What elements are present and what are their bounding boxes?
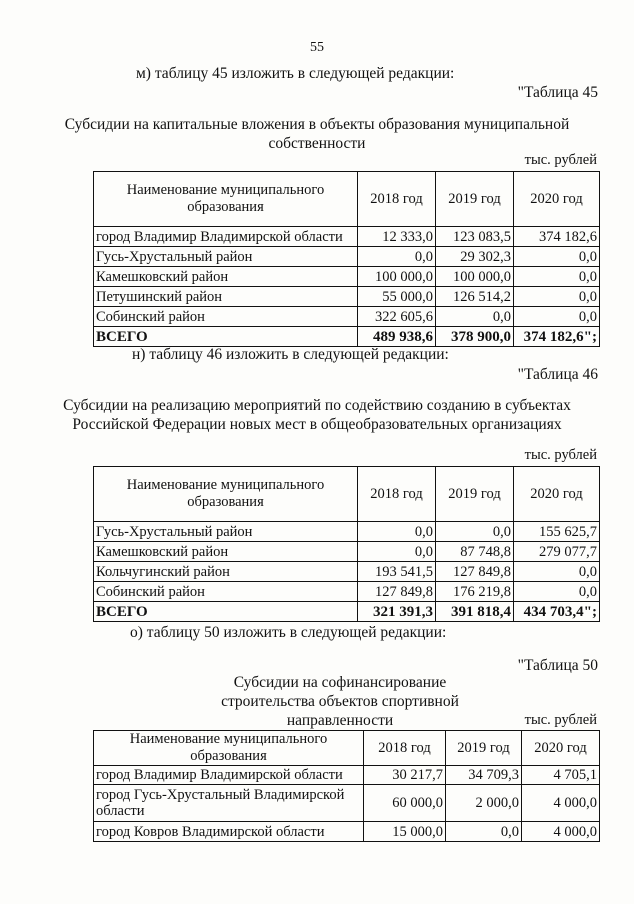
header-name: Наименование муниципального образования bbox=[94, 731, 364, 766]
row-name: Камешковский район bbox=[94, 542, 358, 562]
table-row bbox=[94, 307, 600, 327]
row-name: Кольчугинский район bbox=[94, 562, 358, 582]
table-row bbox=[94, 785, 600, 822]
value-2020: 0,0 bbox=[514, 287, 600, 307]
table-row bbox=[94, 267, 600, 287]
value-2020: 0,0 bbox=[514, 582, 600, 602]
value-2019: 176 219,8 bbox=[436, 582, 514, 602]
value-2019: 126 514,2 bbox=[436, 287, 514, 307]
value-2018: 193 541,5 bbox=[358, 562, 436, 582]
row-name: Собинский район bbox=[94, 582, 358, 602]
value-2019: 2 000,0 bbox=[446, 785, 522, 822]
table-row bbox=[94, 542, 600, 562]
header-2018: 2018 год bbox=[364, 731, 446, 766]
row-name: Камешковский район bbox=[94, 267, 358, 287]
value-2018: 12 333,0 bbox=[358, 227, 436, 247]
table-row bbox=[94, 522, 600, 542]
value-2018: 0,0 bbox=[358, 247, 436, 267]
table-row bbox=[94, 287, 600, 307]
table-row bbox=[94, 822, 600, 842]
value-2020: 0,0 bbox=[514, 247, 600, 267]
header-name: Наименование муниципального образования bbox=[94, 467, 358, 522]
table-header-row bbox=[94, 731, 600, 766]
total-row bbox=[94, 602, 600, 622]
instruction-n: н) таблицу 46 изложить в следующей редакции: bbox=[132, 346, 449, 363]
table-row bbox=[94, 766, 600, 785]
total-label: ВСЕГО bbox=[94, 327, 358, 347]
value-2020: 0,0 bbox=[514, 562, 600, 582]
value-2018: 127 849,8 bbox=[358, 582, 436, 602]
row-name: город Владимир Владимирской области bbox=[94, 227, 358, 247]
value-2020: 4 000,0 bbox=[522, 785, 600, 822]
value-2019: 87 748,8 bbox=[436, 542, 514, 562]
value-2018: 15 000,0 bbox=[364, 822, 446, 842]
value-2020: 155 625,7 bbox=[514, 522, 600, 542]
value-2020: 0,0 bbox=[514, 267, 600, 287]
value-2019: 127 849,8 bbox=[436, 562, 514, 582]
row-name: Собинский район bbox=[94, 307, 358, 327]
row-name: город Ковров Владимирской области bbox=[94, 822, 364, 842]
value-2020: 279 077,7 bbox=[514, 542, 600, 562]
row-name: Гусь-Хрустальный район bbox=[94, 247, 358, 267]
value-2018: 100 000,0 bbox=[358, 267, 436, 287]
table-45-title: Субсидии на капитальные вложения в объекты образования муниципальной собственности bbox=[64, 116, 570, 152]
total-2020: 434 703,4"; bbox=[514, 602, 600, 622]
total-row bbox=[94, 327, 600, 347]
table-50-units: тыс. рублей bbox=[524, 712, 597, 728]
total-2019: 391 818,4 bbox=[436, 602, 514, 622]
row-name: город Гусь-Хрустальный Владимирской области bbox=[94, 785, 364, 822]
value-2019: 0,0 bbox=[446, 822, 522, 842]
row-name: Петушинский район bbox=[94, 287, 358, 307]
table-50 bbox=[93, 730, 600, 842]
value-2020: 4 705,1 bbox=[522, 766, 600, 785]
value-2019: 34 709,3 bbox=[446, 766, 522, 785]
total-2020: 374 182,6"; bbox=[514, 327, 600, 347]
page-number: 55 bbox=[310, 40, 324, 55]
row-name: Гусь-Хрустальный район bbox=[94, 522, 358, 542]
value-2018: 60 000,0 bbox=[364, 785, 446, 822]
table-45-label: "Таблица 45 bbox=[517, 84, 598, 101]
table-46 bbox=[93, 466, 600, 622]
table-row bbox=[94, 562, 600, 582]
value-2018: 322 605,6 bbox=[358, 307, 436, 327]
header-2019: 2019 год bbox=[436, 467, 514, 522]
header-name: Наименование муниципального образования bbox=[94, 172, 358, 227]
table-header-row bbox=[94, 172, 600, 227]
header-2020: 2020 год bbox=[522, 731, 600, 766]
total-2018: 321 391,3 bbox=[358, 602, 436, 622]
header-2018: 2018 год bbox=[358, 467, 436, 522]
instruction-m: м) таблицу 45 изложить в следующей редакции: bbox=[136, 65, 455, 82]
value-2019: 29 302,3 bbox=[436, 247, 514, 267]
instruction-o: о) таблицу 50 изложить в следующей редакции: bbox=[130, 624, 447, 641]
table-row bbox=[94, 582, 600, 602]
header-2019: 2019 год bbox=[436, 172, 514, 227]
table-row bbox=[94, 227, 600, 247]
header-2018: 2018 год bbox=[358, 172, 436, 227]
total-2018: 489 938,6 bbox=[358, 327, 436, 347]
table-46-units: тыс. рублей bbox=[524, 447, 597, 463]
table-46-label: "Таблица 46 bbox=[517, 366, 598, 383]
value-2018: 55 000,0 bbox=[358, 287, 436, 307]
header-2020: 2020 год bbox=[514, 467, 600, 522]
value-2019: 0,0 bbox=[436, 307, 514, 327]
value-2018: 0,0 bbox=[358, 542, 436, 562]
row-name: город Владимир Владимирской области bbox=[94, 766, 364, 785]
table-46-title: Субсидии на реализацию мероприятий по содействию созданию в субъектах Российской Федерации новых мест в общеобразовательных организациях bbox=[63, 397, 571, 433]
table-row bbox=[94, 247, 600, 267]
table-50-label: "Таблица 50 bbox=[517, 657, 598, 674]
value-2019: 123 083,5 bbox=[436, 227, 514, 247]
value-2018: 30 217,7 bbox=[364, 766, 446, 785]
table-50-title: Субсидии на софинансирование строительства объектов спортивной направленности bbox=[221, 674, 459, 729]
table-header-row bbox=[94, 467, 600, 522]
header-2020: 2020 год bbox=[514, 172, 600, 227]
header-2019: 2019 год bbox=[446, 731, 522, 766]
value-2019: 0,0 bbox=[436, 522, 514, 542]
total-label: ВСЕГО bbox=[94, 602, 358, 622]
value-2018: 0,0 bbox=[358, 522, 436, 542]
value-2020: 4 000,0 bbox=[522, 822, 600, 842]
value-2020: 374 182,6 bbox=[514, 227, 600, 247]
value-2020: 0,0 bbox=[514, 307, 600, 327]
total-2019: 378 900,0 bbox=[436, 327, 514, 347]
value-2019: 100 000,0 bbox=[436, 267, 514, 287]
table-45-units: тыс. рублей bbox=[524, 152, 597, 168]
table-45 bbox=[93, 171, 600, 347]
